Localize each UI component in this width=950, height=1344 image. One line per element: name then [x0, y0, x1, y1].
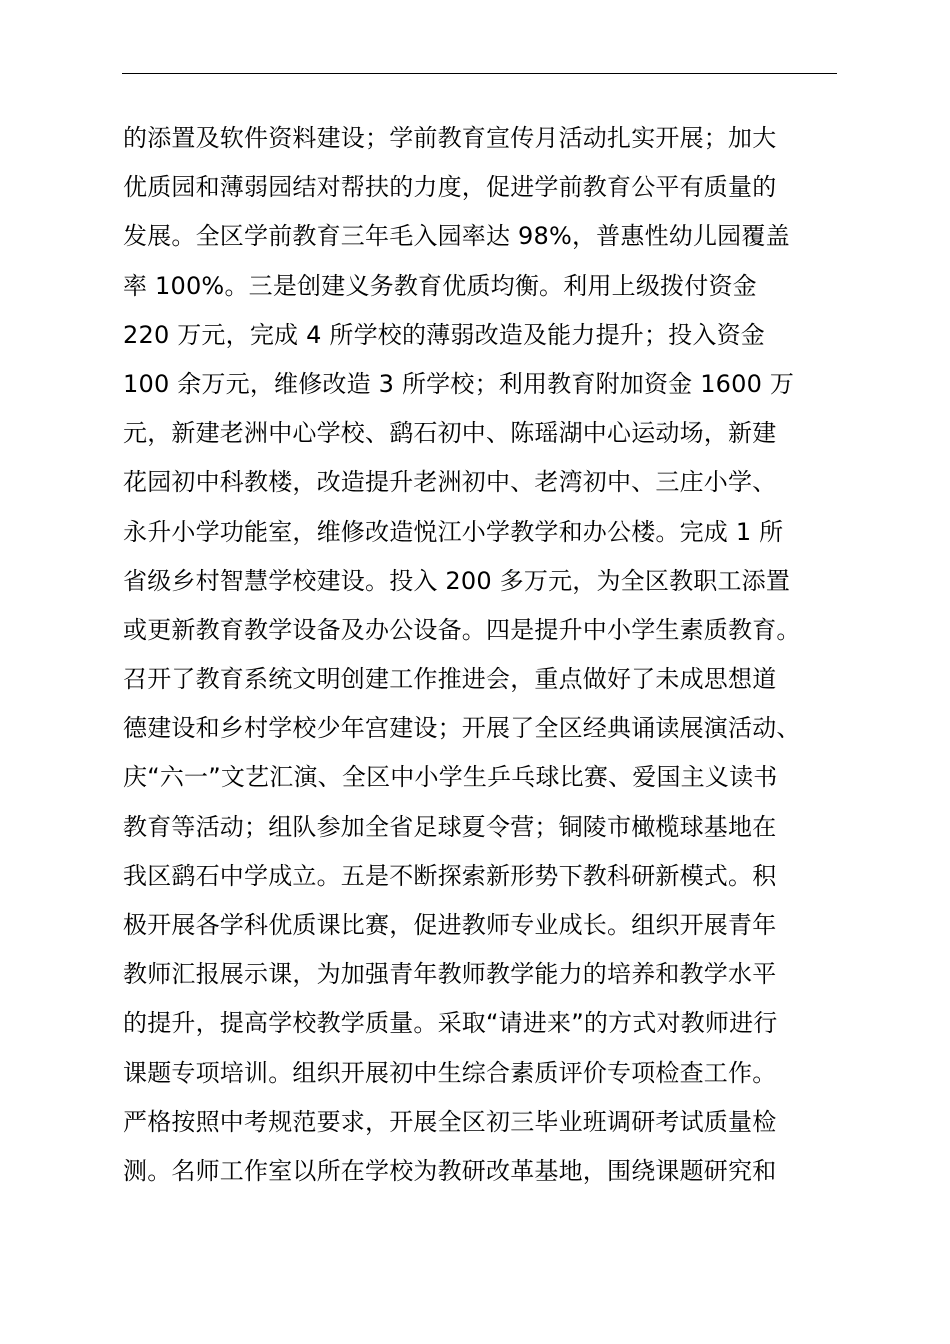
text-line: 元，新建老洲中心学校、鹞石初中、陈瑶湖中心运动场，新建: [123, 419, 777, 448]
text-line: 德建设和乡村学校少年宫建设；开展了全区经典诵读展演活动、: [123, 714, 801, 743]
text-line: 220 万元，完成 4 所学校的薄弱改造及能力提升；投入资金: [123, 320, 765, 349]
text-line: 花园初中科教楼，改造提升老洲初中、老湾初中、三庄小学、: [123, 468, 777, 497]
text-line: 庆“六一”文艺汇演、全区中小学生乒乓球比赛、爱国主义读书: [123, 763, 778, 792]
text-line: 我区鹞石中学成立。五是不断探索新形势下教科研新模式。积: [123, 861, 777, 890]
text-line: 教育等活动；组队参加全省足球夏令营；铜陵市橄榄球基地在: [123, 812, 777, 841]
text-line: 优质园和薄弱园结对帮扶的力度，促进学前教育公平有质量的: [123, 173, 777, 202]
text-line: 测。名师工作室以所在学校为教研改革基地，围绕课题研究和: [123, 1156, 777, 1185]
text-line: 的提升，提高学校教学质量。采取“请进来”的方式对教师进行: [123, 1009, 778, 1038]
text-line: 永升小学功能室，维修改造悦江小学教学和办公楼。完成 1 所: [123, 517, 784, 546]
text-line: 100 余万元，维修改造 3 所学校；利用教育附加资金 1600 万: [123, 369, 795, 398]
text-line: 教师汇报展示课，为加强青年教师教学能力的培养和教学水平: [123, 960, 777, 989]
header-rule: [122, 73, 837, 74]
text-line: 发展。全区学前教育三年毛入园率达 98%，普惠性幼儿园覆盖: [123, 222, 790, 251]
text-line: 的添置及软件资料建设；学前教育宣传月活动扎实开展；加大: [123, 124, 777, 152]
text-line: 或更新教育教学设备及办公设备。四是提升中小学生素质教育。: [123, 615, 801, 644]
text-line: 召开了教育系统文明创建工作推进会，重点做好了未成思想道: [123, 665, 777, 694]
text-line: 极开展各学科优质课比赛，促进教师专业成长。组织开展青年: [123, 911, 777, 939]
text-line: 课题专项培训。组织开展初中生综合素质评价专项检查工作。: [123, 1058, 777, 1087]
body-text: [123, 114, 843, 1196]
text-line: 省级乡村智慧学校建设。投入 200 多万元，为全区教职工添置: [123, 566, 791, 595]
text-line: 严格按照中考规范要求，开展全区初三毕业班调研考试质量检: [123, 1107, 777, 1136]
text-line: 率 100%。三是创建义务教育优质均衡。利用上级拨付资金: [123, 271, 757, 300]
